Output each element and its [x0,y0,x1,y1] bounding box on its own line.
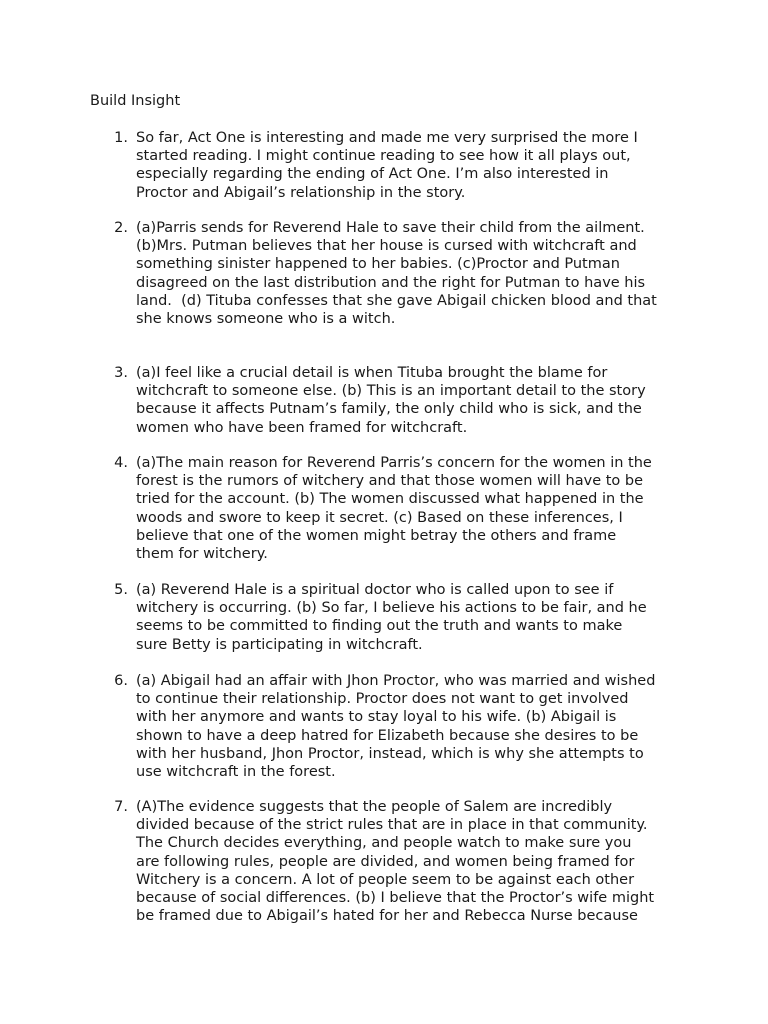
list-item-number: 6. [114,673,128,689]
list-item-text: (a) Reverend Hale is a spiritual doctor who is called upon to see if witchery is occurring. (b) So far, I believe his actions to be fair, and he seems to be committed to finding out the truth and wants to make sure Betty is participating in witchcraft. [136,582,647,653]
list-item-number: 4. [114,455,128,471]
list-item-text: (a)I feel like a crucial detail is when Tituba brought the blame for witchcraft to someone else. (b) This is an important detail to the story because it affects Putnam’s family, the only child who is sick, and the women who have been framed for witchcraft. [136,365,646,436]
list-item-number: 2. [114,220,128,236]
list-item-text: (A)The evidence suggests that the people of Salem are incredibly divided because of the strict rules that are in place in that community. The Church decides everything, and people watch to make sure you are following rules, people are divided, and women being framed for Witchery is a concern. A lot of people seem to be against each other because of social differences. (b) I believe that the Proctor’s wife might be framed due to Abigail’s hated for her and Rebecca Nurse because [136,799,655,925]
list-item-number: 5. [114,582,128,598]
list-item-text: (a)Parris sends for Reverend Hale to save their child from the ailment. (b)Mrs. Putman believes that her house is cursed with witchcraft and something sinister happened to her babies. (c)Proctor and Putman disagreed on the last distribution and the right for Putman to have his land. (d) Tituba confesses that she gave Abigail chicken blood and that she knows someone who is a witch. [136,220,657,328]
list-item-number: 3. [114,365,128,381]
list-item-text: (a)The main reason for Reverend Parris’s concern for the women in the forest is the rumors of witchery and that those women will have to be tried for the account. (b) The women discussed what happened in the woods and swore to keep it secret. (c) Based on these inferences, I believe that one of the women might betray the others and frame them for witchery. [136,455,652,563]
list-item-number: 7. [114,799,128,815]
list-item-text: (a) Abigail had an affair with Jhon Proctor, who was married and wished to continue their relationship. Proctor does not want to get involved with her anymore and wants to stay loyal to his wife. (b) Abigail is shown to have a deep hatred for Elizabeth because she desires to be with her husband, Jhon Proctor, instead, which is why she attempts to use witchcraft in the forest. [136,673,656,781]
document-title: Build Insight [90,93,181,109]
list-item-number: 1. [114,130,128,146]
list-item-text: So far, Act One is interesting and made me very surprised the more I started reading. I might continue reading to see how it all plays out, especially regarding the ending of Act One. I’m also interested in Proctor and Abigail’s relationship in the story. [136,130,638,201]
